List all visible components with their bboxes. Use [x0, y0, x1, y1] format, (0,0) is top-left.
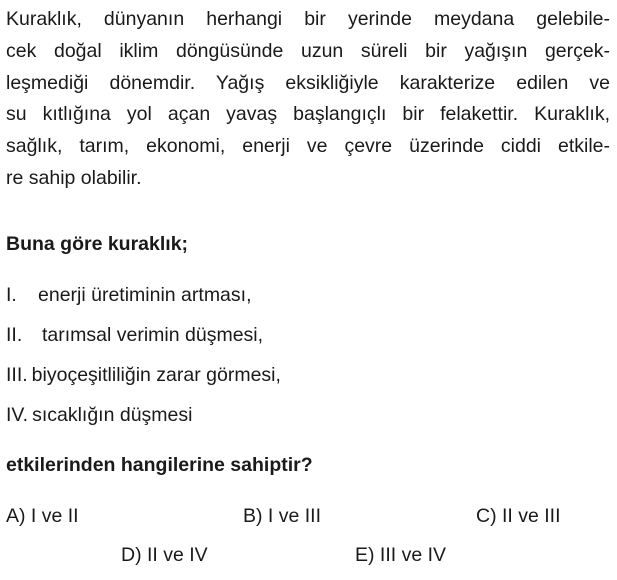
question-prompt: etkilerinden hangilerine sahiptir?: [6, 454, 313, 476]
statement-number: II.: [6, 324, 23, 346]
statement-text: enerji üretiminin artması,: [38, 284, 252, 306]
statement-item: [6, 320, 281, 360]
passage-line: cek doğal iklim döngüsünde uzun süreli bir yağışın gerçek-: [6, 39, 610, 62]
statement-text: tarımsal verimin düşmesi,: [42, 324, 264, 346]
statement-text: sıcaklığın düşmesi: [32, 404, 193, 426]
question-stem: Buna göre kuraklık;: [6, 233, 189, 255]
answer-option-a[interactable]: A) I ve II: [6, 505, 79, 527]
answer-option-d[interactable]: D) II ve IV: [121, 544, 208, 566]
passage-line: re sahip olabilir.: [6, 166, 142, 189]
passage-line: leşmediği dönemdir. Yağış eksikliğiyle karakterize edilen ve: [6, 71, 610, 94]
statement-item: [6, 400, 281, 440]
passage-line: sağlık, tarım, ekonomi, enerji ve çevre üzerinde ciddi etkile-: [6, 135, 610, 158]
statement-number: III.: [6, 364, 28, 386]
statement-number: IV.: [6, 404, 29, 426]
statement-item: [6, 360, 281, 400]
passage-paragraph: [6, 4, 610, 195]
answer-option-c[interactable]: C) II ve III: [476, 505, 561, 527]
passage-line: su kıtlığına yol açan yavaş başlangıçlı bir felakettir. Kuraklık,: [6, 103, 610, 126]
statement-list: [6, 280, 281, 440]
answer-option-b[interactable]: B) I ve III: [243, 505, 322, 527]
statement-item: [6, 280, 281, 320]
statement-number: I.: [6, 284, 17, 306]
answer-option-e[interactable]: E) III ve IV: [355, 544, 447, 566]
statement-text: biyoçeşitliliğin zarar görmesi,: [31, 364, 281, 386]
passage-line: Kuraklık, dünyanın herhangi bir yerinde meydana gelebile-: [6, 8, 610, 30]
